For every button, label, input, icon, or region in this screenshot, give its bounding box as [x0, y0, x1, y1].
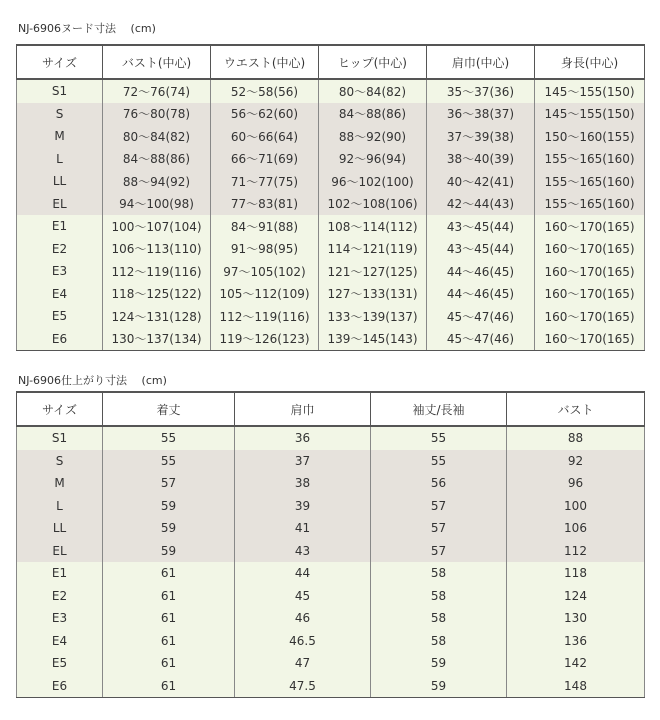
table-cell: 160～170(165): [535, 328, 645, 351]
size-label-cell: E1: [17, 215, 103, 238]
table-row: [17, 426, 645, 450]
table-cell: 88～92(90): [319, 125, 427, 148]
table-cell: 47.5: [235, 675, 371, 698]
table-cell: 114～121(119): [319, 238, 427, 261]
column-header: 着丈: [103, 392, 235, 426]
table-cell: 155～165(160): [535, 170, 645, 193]
table-cell: 40～42(41): [427, 170, 535, 193]
table-cell: 43～45(44): [427, 238, 535, 261]
table-cell: 96～102(100): [319, 170, 427, 193]
table-cell: 76～80(78): [103, 103, 211, 126]
table-row: [17, 193, 645, 216]
size-label-cell: E3: [17, 607, 103, 630]
finished-size-caption: NJ-6906仕上がり寸法 (cm): [18, 374, 167, 387]
table-cell: 160～170(165): [535, 215, 645, 238]
table-row: [17, 215, 645, 238]
size-label-cell: E5: [17, 305, 103, 328]
table-cell: 46: [235, 607, 371, 630]
table-cell: 39: [235, 495, 371, 518]
table-cell: 136: [507, 630, 645, 653]
table-row: [17, 562, 645, 585]
table-cell: 124: [507, 585, 645, 608]
table-cell: 42～44(43): [427, 193, 535, 216]
size-label-cell: M: [17, 472, 103, 495]
table-cell: 96: [507, 472, 645, 495]
column-header: バスト: [507, 392, 645, 426]
table-cell: 38: [235, 472, 371, 495]
table-cell: 61: [103, 585, 235, 608]
table-row: [17, 517, 645, 540]
table-cell: 100: [507, 495, 645, 518]
table-cell: 47: [235, 652, 371, 675]
table-cell: 106～113(110): [103, 238, 211, 261]
table-cell: 55: [103, 450, 235, 473]
header-row: [17, 392, 645, 426]
table-cell: 160～170(165): [535, 238, 645, 261]
table-cell: 55: [103, 426, 235, 450]
column-header: 身長(中心): [535, 45, 645, 79]
table-row: [17, 675, 645, 698]
table-cell: 121～127(125): [319, 260, 427, 283]
table-cell: 160～170(165): [535, 260, 645, 283]
table-cell: 59: [103, 495, 235, 518]
column-header: ウエスト(中心): [211, 45, 319, 79]
table-row: [17, 652, 645, 675]
size-label-cell: L: [17, 148, 103, 171]
table-cell: 37～39(38): [427, 125, 535, 148]
table-row: [17, 79, 645, 103]
table-cell: 80～84(82): [103, 125, 211, 148]
table-cell: 130: [507, 607, 645, 630]
table-cell: 44～46(45): [427, 260, 535, 283]
table-cell: 43: [235, 540, 371, 563]
table-cell: 106: [507, 517, 645, 540]
size-label-cell: E2: [17, 238, 103, 261]
table-cell: 58: [371, 585, 507, 608]
table-cell: 145～155(150): [535, 79, 645, 103]
column-header: 肩巾: [235, 392, 371, 426]
table-cell: 44: [235, 562, 371, 585]
table-cell: 57: [371, 540, 507, 563]
size-label-cell: LL: [17, 170, 103, 193]
table-cell: 36: [235, 426, 371, 450]
finished-size-table: [16, 391, 645, 698]
table-cell: 61: [103, 630, 235, 653]
size-label-cell: L: [17, 495, 103, 518]
table-cell: 112～119(116): [211, 305, 319, 328]
column-header: サイズ: [17, 45, 103, 79]
table-cell: 59: [103, 517, 235, 540]
table-cell: 102～108(106): [319, 193, 427, 216]
size-label-cell: EL: [17, 540, 103, 563]
table-cell: 56: [371, 472, 507, 495]
table-cell: 100～107(104): [103, 215, 211, 238]
size-label-cell: E4: [17, 630, 103, 653]
table-cell: 112～119(116): [103, 260, 211, 283]
column-header: 袖丈/長袖: [371, 392, 507, 426]
table-cell: 142: [507, 652, 645, 675]
table-cell: 160～170(165): [535, 283, 645, 306]
size-label-cell: S1: [17, 426, 103, 450]
header-row: [17, 45, 645, 79]
table-cell: 160～170(165): [535, 305, 645, 328]
table-row: [17, 305, 645, 328]
table-cell: 59: [103, 540, 235, 563]
table-cell: 60～66(64): [211, 125, 319, 148]
table-row: [17, 238, 645, 261]
table-cell: 148: [507, 675, 645, 698]
table-cell: 108～114(112): [319, 215, 427, 238]
size-label-cell: S: [17, 103, 103, 126]
nude-size-table: [16, 44, 645, 351]
table-cell: 127～133(131): [319, 283, 427, 306]
table-row: [17, 328, 645, 351]
table-cell: 71～77(75): [211, 170, 319, 193]
table-cell: 97～105(102): [211, 260, 319, 283]
table-cell: 133～139(137): [319, 305, 427, 328]
table-cell: 84～88(86): [319, 103, 427, 126]
table-cell: 119～126(123): [211, 328, 319, 351]
table-cell: 61: [103, 652, 235, 675]
table-row: [17, 630, 645, 653]
table-cell: 91～98(95): [211, 238, 319, 261]
table-cell: 56～62(60): [211, 103, 319, 126]
table-cell: 112: [507, 540, 645, 563]
table-cell: 43～45(44): [427, 215, 535, 238]
column-header: ヒップ(中心): [319, 45, 427, 79]
table-cell: 155～165(160): [535, 148, 645, 171]
size-label-cell: E1: [17, 562, 103, 585]
size-label-cell: M: [17, 125, 103, 148]
column-header: バスト(中心): [103, 45, 211, 79]
table-row: [17, 450, 645, 473]
size-label-cell: S1: [17, 79, 103, 103]
table-cell: 45～47(46): [427, 328, 535, 351]
table-cell: 35～37(36): [427, 79, 535, 103]
table-cell: 55: [371, 450, 507, 473]
table-cell: 58: [371, 562, 507, 585]
table-row: [17, 607, 645, 630]
table-row: [17, 540, 645, 563]
table-row: [17, 103, 645, 126]
table-cell: 57: [371, 495, 507, 518]
table-cell: 145～155(150): [535, 103, 645, 126]
table-row: [17, 148, 645, 171]
table-cell: 55: [371, 426, 507, 450]
table-cell: 59: [371, 652, 507, 675]
table-cell: 150～160(155): [535, 125, 645, 148]
column-header: サイズ: [17, 392, 103, 426]
table-cell: 46.5: [235, 630, 371, 653]
table-cell: 88: [507, 426, 645, 450]
table-cell: 58: [371, 607, 507, 630]
size-label-cell: E2: [17, 585, 103, 608]
table-cell: 45～47(46): [427, 305, 535, 328]
table-cell: 139～145(143): [319, 328, 427, 351]
table-cell: 52～58(56): [211, 79, 319, 103]
table-cell: 37: [235, 450, 371, 473]
table-cell: 38～40(39): [427, 148, 535, 171]
table-cell: 155～165(160): [535, 193, 645, 216]
table-cell: 84～91(88): [211, 215, 319, 238]
table-cell: 84～88(86): [103, 148, 211, 171]
table-cell: 44～46(45): [427, 283, 535, 306]
size-label-cell: E4: [17, 283, 103, 306]
table-row: [17, 283, 645, 306]
table-cell: 36～38(37): [427, 103, 535, 126]
table-cell: 80～84(82): [319, 79, 427, 103]
table-row: [17, 125, 645, 148]
size-label-cell: E6: [17, 675, 103, 698]
table-cell: 61: [103, 607, 235, 630]
table-cell: 61: [103, 562, 235, 585]
table-cell: 94～100(98): [103, 193, 211, 216]
table-cell: 57: [103, 472, 235, 495]
size-label-cell: E6: [17, 328, 103, 351]
size-label-cell: E5: [17, 652, 103, 675]
nude-size-caption: NJ-6906ヌード寸法 (cm): [18, 22, 156, 35]
table-row: [17, 472, 645, 495]
column-header: 肩巾(中心): [427, 45, 535, 79]
size-label-cell: E3: [17, 260, 103, 283]
table-cell: 118: [507, 562, 645, 585]
size-label-cell: EL: [17, 193, 103, 216]
size-label-cell: S: [17, 450, 103, 473]
table-cell: 45: [235, 585, 371, 608]
table-cell: 105～112(109): [211, 283, 319, 306]
table-cell: 41: [235, 517, 371, 540]
table-cell: 92～96(94): [319, 148, 427, 171]
table-cell: 66～71(69): [211, 148, 319, 171]
table-cell: 58: [371, 630, 507, 653]
table-row: [17, 585, 645, 608]
table-row: [17, 170, 645, 193]
table-cell: 77～83(81): [211, 193, 319, 216]
table-cell: 59: [371, 675, 507, 698]
table-cell: 61: [103, 675, 235, 698]
table-cell: 57: [371, 517, 507, 540]
table-cell: 118～125(122): [103, 283, 211, 306]
table-row: [17, 495, 645, 518]
size-label-cell: LL: [17, 517, 103, 540]
table-row: [17, 260, 645, 283]
table-cell: 124～131(128): [103, 305, 211, 328]
table-cell: 72～76(74): [103, 79, 211, 103]
table-cell: 130～137(134): [103, 328, 211, 351]
table-cell: 88～94(92): [103, 170, 211, 193]
table-cell: 92: [507, 450, 645, 473]
